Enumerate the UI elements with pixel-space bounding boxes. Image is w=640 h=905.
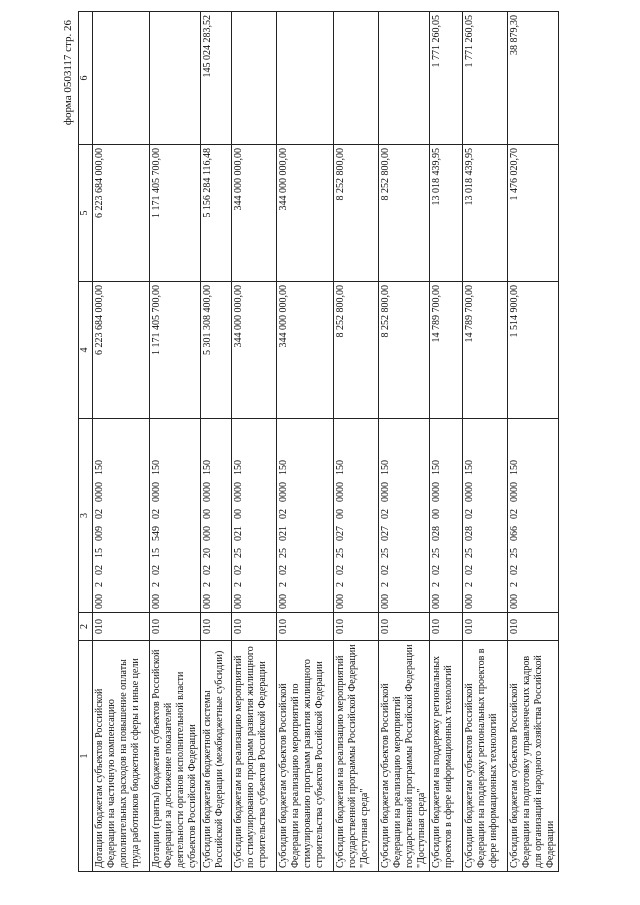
row-unexecuted-cell: 1 771 260,05 (463, 12, 508, 145)
row-budget-code-cell: 000 2 02 25 028 00 0000 150 (430, 419, 463, 613)
row-executed-cell: 8 252 800,00 (379, 145, 430, 282)
row-name-cell: Дотации (гранты) бюджетам субъектов Российской Федерации за достижение показателей деятельности органов исполнительной власти субъектов Российской Федерации (150, 641, 201, 872)
row-budget-code-cell: 000 2 02 25 021 00 0000 150 (232, 419, 277, 613)
row-unexecuted-cell: 38 879,30 (508, 12, 559, 145)
header-col-1: 1 (79, 641, 93, 872)
table-row (277, 12, 334, 872)
row-approved-cell: 1 514 900,00 (508, 282, 559, 419)
row-approved-cell: 14 789 700,00 (463, 282, 508, 419)
row-name-cell: Субсидии бюджетам субъектов Российской Федерации на подготовку управленческих кадров для организаций народного хозяйства Российской Федерации (508, 641, 559, 872)
row-line-code-cell: 010 (150, 613, 201, 641)
row-name-cell: Субсидии бюджетам субъектов Российской Федерации на поддержку региональных проектов в сфере информационных технологий (463, 641, 508, 872)
row-name-cell: Субсидии бюджетам субъектов Российской Федерации на реализацию мероприятий по стимулированию программ развития жилищного строительства субъектов Российской Федерации (277, 641, 334, 872)
row-line-code-cell: 010 (201, 613, 232, 641)
form-code-label: форма 0503117 стр. 26 (62, 20, 74, 126)
row-approved-cell: 1 171 405 700,00 (150, 282, 201, 419)
row-line-code-cell: 010 (93, 613, 150, 641)
row-approved-cell: 14 789 700,00 (430, 282, 463, 419)
budget-report-table (78, 11, 559, 872)
row-executed-cell: 344 000 000,00 (232, 145, 277, 282)
header-row (79, 12, 93, 872)
header-col-5: 5 (79, 145, 93, 282)
row-name-cell: Субсидии бюджетам на поддержку региональных проектов в сфере информационных технологий (430, 641, 463, 872)
row-approved-cell: 8 252 800,00 (334, 282, 379, 419)
table-row (232, 12, 277, 872)
row-name-cell: Дотации бюджетам субъектов Российской Федерации на частичную компенсацию дополнительных расходов на повышение оплаты труда работников бюджетной сферы и иные цели (93, 641, 150, 872)
row-unexecuted-cell (334, 12, 379, 145)
row-unexecuted-cell: 1 771 260,05 (430, 12, 463, 145)
row-name-cell: Субсидии бюджетам бюджетной системы Российской Федерации (межбюджетные субсидии) (201, 641, 232, 872)
rotated-page (62, 12, 556, 872)
row-executed-cell: 5 156 284 116,48 (201, 145, 232, 282)
row-unexecuted-cell (277, 12, 334, 145)
table-row (508, 12, 559, 872)
header-col-2: 2 (79, 613, 93, 641)
row-approved-cell: 6 223 684 000,00 (93, 282, 150, 419)
row-line-code-cell: 010 (430, 613, 463, 641)
header-col-3: 3 (79, 419, 93, 613)
header-col-6: 6 (79, 12, 93, 145)
row-unexecuted-cell (232, 12, 277, 145)
row-executed-cell: 1 171 405 700,00 (150, 145, 201, 282)
row-budget-code-cell: 000 2 02 25 066 02 0000 150 (508, 419, 559, 613)
row-executed-cell: 13 018 439,95 (430, 145, 463, 282)
row-unexecuted-cell (379, 12, 430, 145)
row-name-cell: Субсидии бюджетам субъектов Российской Федерации на реализацию мероприятий государственной программы Российской Федерации "Доступная среда" (379, 641, 430, 872)
table-row (201, 12, 232, 872)
row-executed-cell: 8 252 800,00 (334, 145, 379, 282)
row-approved-cell: 8 252 800,00 (379, 282, 430, 419)
row-executed-cell: 1 476 020,70 (508, 145, 559, 282)
row-executed-cell: 344 000 000,00 (277, 145, 334, 282)
row-executed-cell: 13 018 439,95 (463, 145, 508, 282)
row-line-code-cell: 010 (232, 613, 277, 641)
row-approved-cell: 344 000 000,00 (277, 282, 334, 419)
row-unexecuted-cell (150, 12, 201, 145)
row-budget-code-cell: 000 2 02 25 021 02 0000 150 (277, 419, 334, 613)
table-row (430, 12, 463, 872)
row-line-code-cell: 010 (334, 613, 379, 641)
row-approved-cell: 5 301 308 400,00 (201, 282, 232, 419)
table-row (379, 12, 430, 872)
row-name-cell: Субсидии бюджетам на реализацию мероприятий по стимулированию программ развития жилищного строительства субъектов Российской Федерации (232, 641, 277, 872)
row-line-code-cell: 010 (379, 613, 430, 641)
row-budget-code-cell: 000 2 02 20 000 00 0000 150 (201, 419, 232, 613)
table-row (334, 12, 379, 872)
row-budget-code-cell: 000 2 02 25 028 02 0000 150 (463, 419, 508, 613)
row-budget-code-cell: 000 2 02 25 027 00 0000 150 (334, 419, 379, 613)
row-unexecuted-cell (93, 12, 150, 145)
row-line-code-cell: 010 (508, 613, 559, 641)
row-line-code-cell: 010 (277, 613, 334, 641)
row-budget-code-cell: 000 2 02 25 027 02 0000 150 (379, 419, 430, 613)
row-approved-cell: 344 000 000,00 (232, 282, 277, 419)
row-budget-code-cell: 000 2 02 15 549 02 0000 150 (150, 419, 201, 613)
row-executed-cell: 6 223 684 000,00 (93, 145, 150, 282)
header-col-4: 4 (79, 282, 93, 419)
table-row (93, 12, 150, 872)
table-row (150, 12, 201, 872)
row-line-code-cell: 010 (463, 613, 508, 641)
table-row (463, 12, 508, 872)
row-name-cell: Субсидии бюджетам на реализацию мероприятий государственной программы Российской Федерации "Доступная среда" (334, 641, 379, 872)
row-unexecuted-cell: 145 024 283,52 (201, 12, 232, 145)
row-budget-code-cell: 000 2 02 15 009 02 0000 150 (93, 419, 150, 613)
